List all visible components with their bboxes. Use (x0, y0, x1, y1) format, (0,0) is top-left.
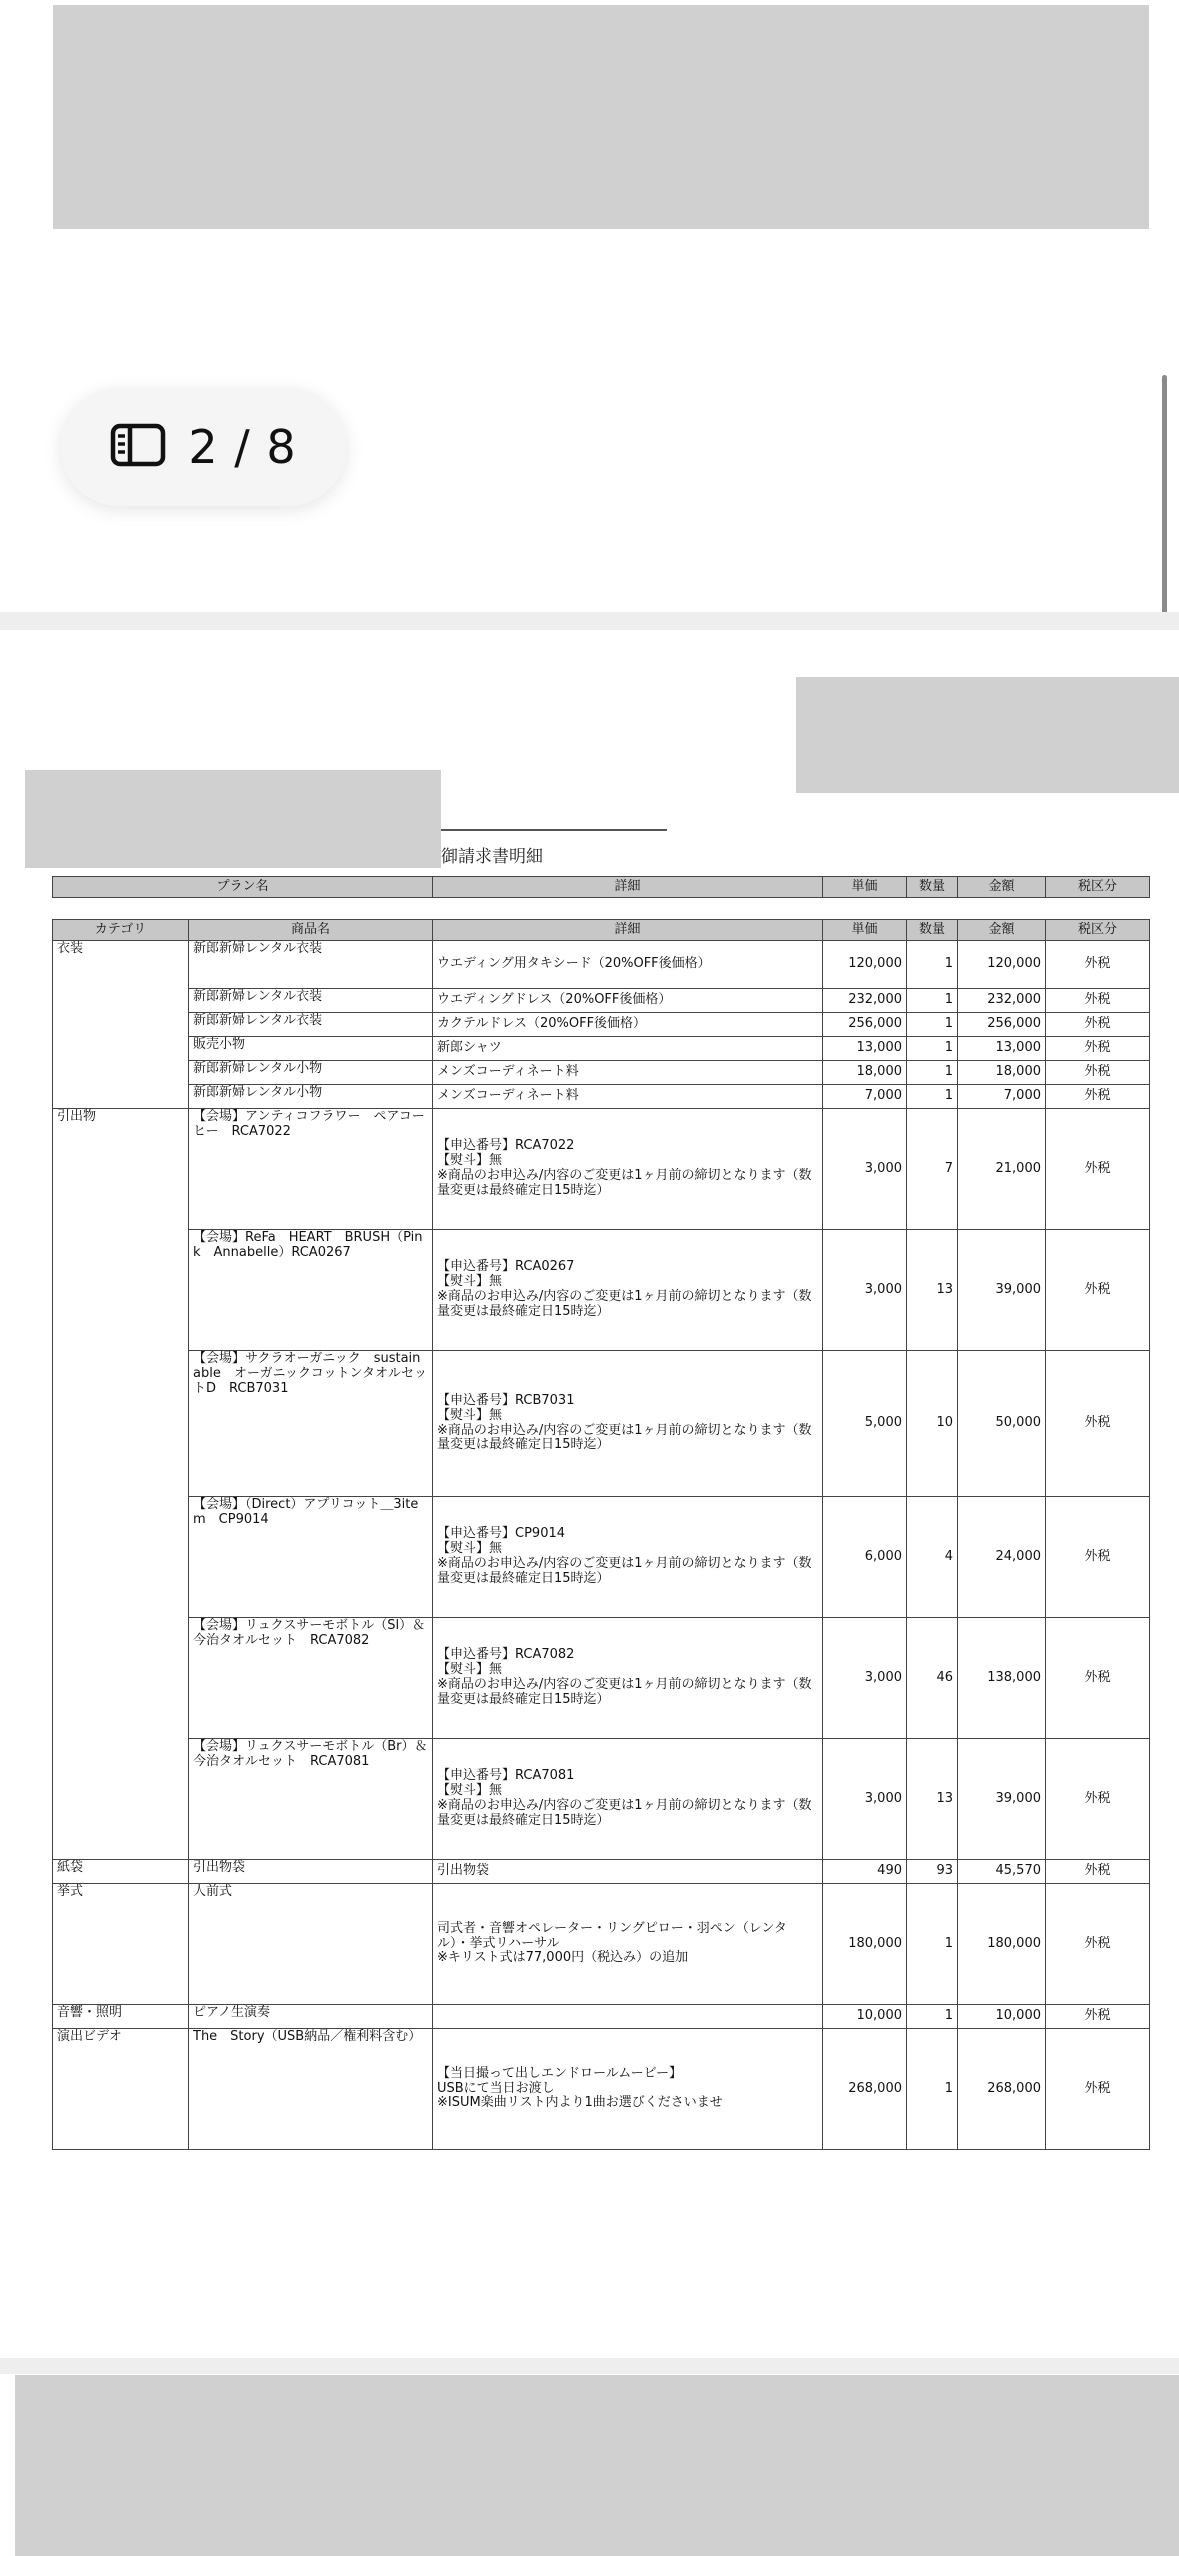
table-row (53, 1884, 1150, 2005)
amount-cell: 13,000 (958, 1037, 1046, 1061)
detail-cell: ウエディング用タキシード（20%OFF後価格） (433, 941, 823, 989)
amount-cell: 50,000 (958, 1351, 1046, 1497)
detail-cell: 司式者・音響オペレーター・リングピロー・羽ペン（レンタル）・挙式リハーサル ※キリスト式は77,000円（税込み）の追加 (433, 1884, 823, 2005)
table-row (53, 941, 1150, 989)
unit-price-cell: 10,000 (823, 2005, 907, 2029)
detail-cell: カクテルドレス（20%OFF後価格） (433, 1013, 823, 1037)
pages-icon (110, 423, 166, 471)
category-cell: 引出物 (53, 1109, 189, 1860)
qty-cell: 1 (907, 1884, 958, 2005)
category-cell: 音響・照明 (53, 2005, 189, 2029)
unit-price-cell: 3,000 (823, 1230, 907, 1351)
page-separator: / (234, 420, 251, 474)
detail-cell: 【申込番号】RCA7022 【熨斗】無 ※商品のお申込み/内容のご変更は1ヶ月前の締切となります（数量変更は最終確定日15時迄） (433, 1109, 823, 1230)
qty-cell: 1 (907, 1037, 958, 1061)
unit-price-cell: 256,000 (823, 1013, 907, 1037)
col-unit-price: 単価 (823, 920, 907, 941)
product-cell: ピアノ生演奏 (189, 2005, 433, 2029)
title-rule (441, 829, 667, 831)
qty-cell: 4 (907, 1497, 958, 1618)
tax-cell: 外税 (1046, 1860, 1150, 1884)
unit-price-cell: 18,000 (823, 1061, 907, 1085)
detail-cell: 【申込番号】RCA7082 【熨斗】無 ※商品のお申込み/内容のご変更は1ヶ月前の締切となります（数量変更は最終確定日15時迄） (433, 1618, 823, 1739)
plan-table-header (53, 877, 1150, 898)
qty-cell: 46 (907, 1618, 958, 1739)
detail-cell: 【申込番号】CP9014 【熨斗】無 ※商品のお申込み/内容のご変更は1ヶ月前の締切となります（数量変更は最終確定日15時迄） (433, 1497, 823, 1618)
category-cell: 挙式 (53, 1884, 189, 2005)
qty-cell: 13 (907, 1739, 958, 1860)
col-tax: 税区分 (1046, 877, 1150, 898)
unit-price-cell: 180,000 (823, 1884, 907, 2005)
product-cell: The Story（USB納品／権利料含む） (189, 2029, 433, 2150)
product-cell: 【会場】リュクスサーモボトル（Br）＆今治タオルセット RCA7081 (189, 1739, 433, 1860)
amount-cell: 18,000 (958, 1061, 1046, 1085)
detail-cell: メンズコーディネート料 (433, 1085, 823, 1109)
product-cell: 【会場】アンティコフラワー ペアコーヒー RCA7022 (189, 1109, 433, 1230)
product-cell: 【会場】リュクスサーモボトル（Sl）＆今治タオルセット RCA7082 (189, 1618, 433, 1739)
amount-cell: 138,000 (958, 1618, 1046, 1739)
col-qty: 数量 (907, 877, 958, 898)
product-cell: 新郎新婦レンタル小物 (189, 1085, 433, 1109)
page-counter-text (188, 420, 296, 474)
table-row (53, 1860, 1150, 1884)
amount-cell: 180,000 (958, 1884, 1046, 2005)
product-cell: 【会場】ReFa HEART BRUSH（Pink Annabelle）RCA0267 (189, 1230, 433, 1351)
unit-price-cell: 5,000 (823, 1351, 907, 1497)
table-row (53, 1013, 1150, 1037)
col-amount: 金額 (958, 920, 1046, 941)
amount-cell: 24,000 (958, 1497, 1046, 1618)
qty-cell: 1 (907, 2005, 958, 2029)
table-row (53, 1109, 1150, 1230)
page-separator-band-bottom (0, 2358, 1179, 2374)
category-cell: 演出ビデオ (53, 2029, 189, 2150)
total-pages: 8 (266, 420, 297, 474)
product-cell: 【会場】（Direct）アプリコット＿3item CP9014 (189, 1497, 433, 1618)
table-row (53, 1739, 1150, 1860)
unit-price-cell: 490 (823, 1860, 907, 1884)
amount-cell: 232,000 (958, 989, 1046, 1013)
tax-cell: 外税 (1046, 1037, 1150, 1061)
detail-cell: 【申込番号】RCB7031 【熨斗】無 ※商品のお申込み/内容のご変更は1ヶ月前の締切となります（数量変更は最終確定日15時迄） (433, 1351, 823, 1497)
tax-cell: 外税 (1046, 1618, 1150, 1739)
qty-cell: 13 (907, 1230, 958, 1351)
unit-price-cell: 13,000 (823, 1037, 907, 1061)
amount-cell: 268,000 (958, 2029, 1046, 2150)
table-row (53, 1618, 1150, 1739)
items-table-header (53, 920, 1150, 941)
category-cell: 衣装 (53, 941, 189, 1109)
unit-price-cell: 268,000 (823, 2029, 907, 2150)
col-plan: プラン名 (53, 877, 433, 898)
page-separator-band (0, 612, 1179, 630)
redacted-block-right (796, 677, 1179, 793)
qty-cell: 1 (907, 941, 958, 989)
tax-cell: 外税 (1046, 1109, 1150, 1230)
qty-cell: 7 (907, 1109, 958, 1230)
table-row (53, 1085, 1150, 1109)
detail-cell: 【申込番号】RCA7081 【熨斗】無 ※商品のお申込み/内容のご変更は1ヶ月前の締切となります（数量変更は最終確定日15時迄） (433, 1739, 823, 1860)
tax-cell: 外税 (1046, 1085, 1150, 1109)
table-row (53, 1061, 1150, 1085)
document-title: 御請求書明細 (441, 847, 543, 867)
detail-cell: 【当日撮って出しエンドロールムービー】 USBにて当日お渡し ※ISUM楽曲リスト内より1曲お選びくださいませ (433, 2029, 823, 2150)
amount-cell: 10,000 (958, 2005, 1046, 2029)
current-page: 2 (188, 420, 219, 474)
table-row (53, 1497, 1150, 1618)
amount-cell: 21,000 (958, 1109, 1046, 1230)
col-product: 商品名 (189, 920, 433, 941)
table-row (53, 1351, 1150, 1497)
product-cell: 新郎新婦レンタル衣装 (189, 989, 433, 1013)
tax-cell: 外税 (1046, 2005, 1150, 2029)
col-detail: 詳細 (433, 877, 823, 898)
items-table (52, 919, 1150, 2150)
redacted-block-top (53, 5, 1149, 229)
product-cell: 引出物袋 (189, 1860, 433, 1884)
tax-cell: 外税 (1046, 941, 1150, 989)
product-cell: 【会場】サクラオーガニック sustainable オーガニックコットンタオルセットD RCB7031 (189, 1351, 433, 1497)
qty-cell: 10 (907, 1351, 958, 1497)
qty-cell: 1 (907, 1085, 958, 1109)
qty-cell: 93 (907, 1860, 958, 1884)
redacted-block-bottom (15, 2375, 1179, 2556)
plan-table (52, 876, 1150, 898)
tax-cell: 外税 (1046, 2029, 1150, 2150)
amount-cell: 39,000 (958, 1739, 1046, 1860)
unit-price-cell: 232,000 (823, 989, 907, 1013)
tax-cell: 外税 (1046, 1497, 1150, 1618)
amount-cell: 39,000 (958, 1230, 1046, 1351)
unit-price-cell: 7,000 (823, 1085, 907, 1109)
col-qty: 数量 (907, 920, 958, 941)
amount-cell: 120,000 (958, 941, 1046, 989)
unit-price-cell: 3,000 (823, 1739, 907, 1860)
qty-cell: 1 (907, 1061, 958, 1085)
product-cell: 新郎新婦レンタル衣装 (189, 941, 433, 989)
product-cell: 新郎新婦レンタル小物 (189, 1061, 433, 1085)
unit-price-cell: 3,000 (823, 1109, 907, 1230)
table-row (53, 2005, 1150, 2029)
amount-cell: 256,000 (958, 1013, 1046, 1037)
page-counter[interactable] (60, 388, 347, 506)
amount-cell: 7,000 (958, 1085, 1046, 1109)
redacted-block-left (25, 770, 441, 868)
tax-cell: 外税 (1046, 1739, 1150, 1860)
table-row (53, 1037, 1150, 1061)
qty-cell: 1 (907, 2029, 958, 2150)
tax-cell: 外税 (1046, 989, 1150, 1013)
unit-price-cell: 3,000 (823, 1618, 907, 1739)
col-amount: 金額 (958, 877, 1046, 898)
table-row (53, 989, 1150, 1013)
tax-cell: 外税 (1046, 1061, 1150, 1085)
product-cell: 人前式 (189, 1884, 433, 2005)
tax-cell: 外税 (1046, 1013, 1150, 1037)
product-cell: 販売小物 (189, 1037, 433, 1061)
detail-cell: 新郎シャツ (433, 1037, 823, 1061)
amount-cell: 45,570 (958, 1860, 1046, 1884)
category-cell: 紙袋 (53, 1860, 189, 1884)
detail-cell (433, 2005, 823, 2029)
table-row (53, 2029, 1150, 2150)
col-unit-price: 単価 (823, 877, 907, 898)
unit-price-cell: 6,000 (823, 1497, 907, 1618)
detail-cell: ウエディングドレス（20%OFF後価格） (433, 989, 823, 1013)
tax-cell: 外税 (1046, 1351, 1150, 1497)
product-cell: 新郎新婦レンタル衣装 (189, 1013, 433, 1037)
col-detail: 詳細 (433, 920, 823, 941)
col-category: カテゴリ (53, 920, 189, 941)
table-row (53, 1230, 1150, 1351)
detail-cell: 引出物袋 (433, 1860, 823, 1884)
detail-cell: メンズコーディネート料 (433, 1061, 823, 1085)
col-tax: 税区分 (1046, 920, 1150, 941)
unit-price-cell: 120,000 (823, 941, 907, 989)
detail-cell: 【申込番号】RCA0267 【熨斗】無 ※商品のお申込み/内容のご変更は1ヶ月前の締切となります（数量変更は最終確定日15時迄） (433, 1230, 823, 1351)
qty-cell: 1 (907, 989, 958, 1013)
qty-cell: 1 (907, 1013, 958, 1037)
tax-cell: 外税 (1046, 1230, 1150, 1351)
tax-cell: 外税 (1046, 1884, 1150, 2005)
